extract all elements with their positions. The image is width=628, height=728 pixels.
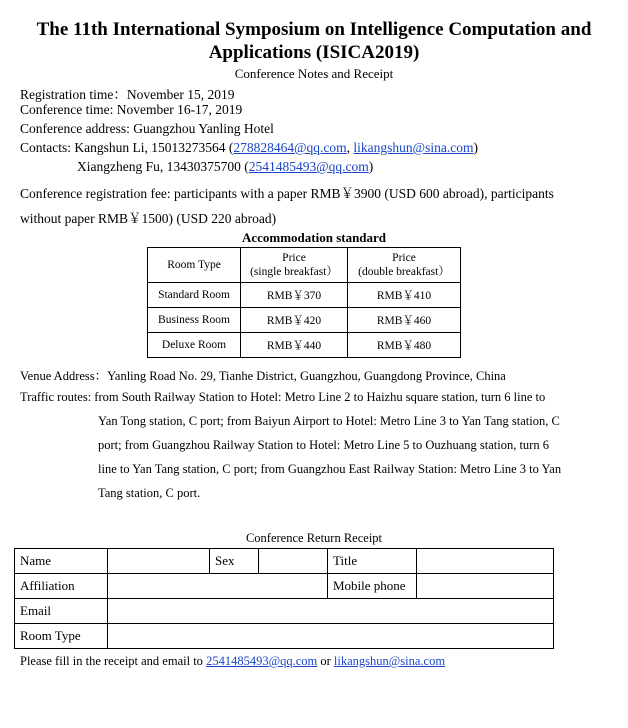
accommodation-table xyxy=(147,247,461,358)
mobile-field[interactable] xyxy=(417,574,554,599)
header-price-double-label: Price xyxy=(392,252,416,264)
traffic-line-4: line to Yan Tang station, C port; from Guangzhou East Railway Station: Metro Line 3 to Yan xyxy=(98,462,562,476)
receipt-table xyxy=(14,548,554,649)
sex-label: Sex xyxy=(210,549,259,574)
name-label: Name xyxy=(15,549,108,574)
title-field[interactable] xyxy=(417,549,554,574)
traffic-line-5: Tang station, C port. xyxy=(98,486,201,500)
receipt-row-email xyxy=(15,599,554,624)
contacts-line xyxy=(20,140,478,156)
receipt-row-room-type xyxy=(15,624,554,649)
header-price-double xyxy=(348,248,461,283)
title-label: Title xyxy=(328,549,417,574)
footer-email-2[interactable]: likangshun@sina.com xyxy=(333,654,446,668)
affiliation-field[interactable] xyxy=(108,574,328,599)
venue-address: Venue Address：Yanling Road No. 29, Tianhe District, Guangzhou, Guangdong Province, China xyxy=(20,369,506,383)
room-type-label: Room Type xyxy=(15,624,108,649)
subtitle: Conference Notes and Receipt xyxy=(234,66,394,81)
fee-line-2: without paper RMB￥1500) (USD 220 abroad) xyxy=(20,211,277,226)
header-price-single xyxy=(241,248,348,283)
fee-line-1: Conference registration fee: participants with a paper RMB￥3900 (USD 600 abroad), participants xyxy=(20,186,554,201)
accommodation-header-row xyxy=(148,248,461,283)
conference-address: Conference address: Guangzhou Yanling Hotel xyxy=(20,121,274,136)
table-row xyxy=(148,308,461,333)
footer-email-1[interactable]: 2541485493@qq.com xyxy=(206,654,318,668)
email-label: Email xyxy=(15,599,108,624)
single-price-cell: RMB￥440 xyxy=(241,333,348,358)
contacts-suffix: ) xyxy=(473,140,478,155)
room-type-cell: Deluxe Room xyxy=(148,333,241,358)
receipt-row-name xyxy=(15,549,554,574)
contacts-line-2 xyxy=(77,159,373,175)
contact-email-2[interactable]: likangshun@sina.com xyxy=(353,140,474,155)
footer-or: or xyxy=(317,654,334,668)
registration-time: Registration time：November 15, 2019 xyxy=(20,87,235,102)
double-price-cell: RMB￥460 xyxy=(348,308,461,333)
table-row xyxy=(148,333,461,358)
contacts-separator: , xyxy=(346,140,354,155)
contacts2-suffix: ) xyxy=(368,159,374,174)
table-row xyxy=(148,283,461,308)
traffic-line-3: port; from Guangzhou Railway Station to Hotel: Metro Line 5 to Ouzhuang station, turn 6 xyxy=(98,438,549,452)
room-type-cell: Standard Room xyxy=(148,283,241,308)
room-type-field[interactable] xyxy=(108,624,554,649)
email-field[interactable] xyxy=(108,599,554,624)
contact-email-1[interactable]: 278828464@qq.com xyxy=(233,140,347,155)
header-room-type: Room Type xyxy=(148,248,241,283)
room-type-cell: Business Room xyxy=(148,308,241,333)
sex-field[interactable] xyxy=(259,549,328,574)
header-price-double-note: (double breakfast） xyxy=(358,266,450,278)
mobile-label: Mobile phone xyxy=(328,574,417,599)
double-price-cell: RMB￥480 xyxy=(348,333,461,358)
receipt-footer xyxy=(20,654,445,669)
double-price-cell: RMB￥410 xyxy=(348,283,461,308)
receipt-row-affiliation xyxy=(15,574,554,599)
title-line-1: The 11th International Symposium on Intelligence Computation and xyxy=(36,19,592,40)
header-price-single-note: (single breakfast） xyxy=(250,266,338,278)
contacts2-prefix: Xiangzheng Fu, 13430375700 ( xyxy=(77,159,249,174)
conference-time: Conference time: November 16-17, 2019 xyxy=(20,102,243,117)
footer-prefix: Please fill in the receipt and email to xyxy=(20,654,207,668)
title-line-2: Applications (ISICA2019) xyxy=(208,42,420,63)
receipt-title: Conference Return Receipt xyxy=(245,531,383,545)
name-field[interactable] xyxy=(108,549,210,574)
accommodation-title: Accommodation standard xyxy=(241,230,387,245)
traffic-line-2: Yan Tong station, C port; from Baiyun Airport to Hotel: Metro Line 3 to Yan Tang station, C xyxy=(98,414,560,428)
header-price-single-label: Price xyxy=(282,252,306,264)
contact-email-3[interactable]: 2541485493@qq.com xyxy=(248,159,369,174)
single-price-cell: RMB￥420 xyxy=(241,308,348,333)
affiliation-label: Affiliation xyxy=(15,574,108,599)
traffic-line-1: Traffic routes: from South Railway Station to Hotel: Metro Line 2 to Haizhu square station, turn 6 line to xyxy=(20,390,546,404)
contacts-prefix: Contacts: Kangshun Li, 15013273564 ( xyxy=(20,140,234,155)
single-price-cell: RMB￥370 xyxy=(241,283,348,308)
